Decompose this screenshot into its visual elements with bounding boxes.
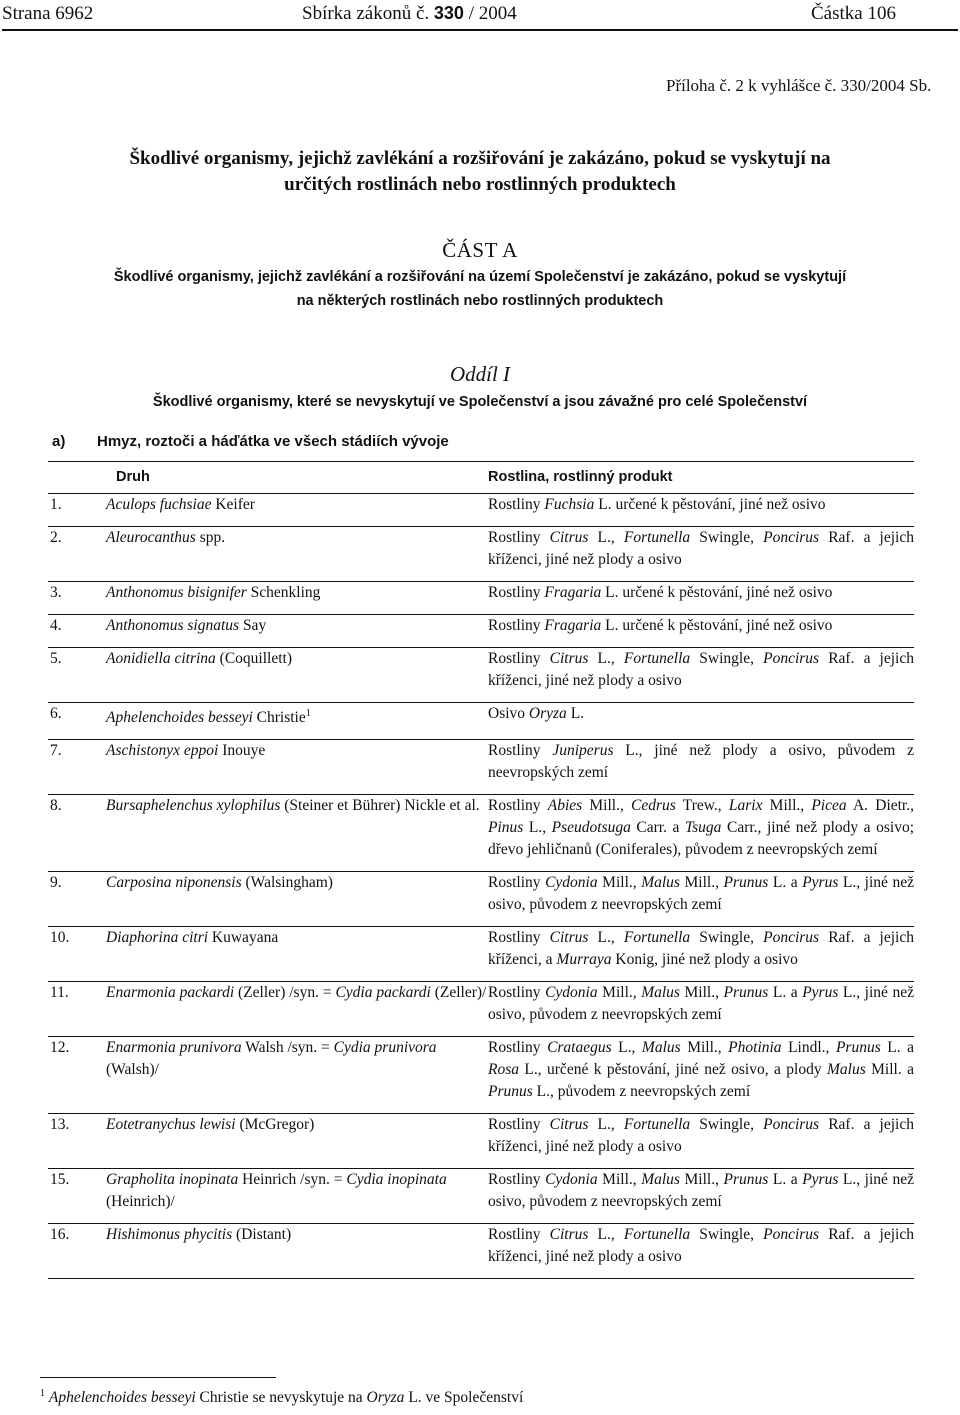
- row-number: 5.: [48, 648, 106, 703]
- footnote: [40, 1388, 523, 1407]
- text-run: Mill.,: [679, 874, 724, 892]
- taxon-name: Poncirus: [763, 1116, 820, 1134]
- text-run: Kuwayana: [208, 929, 279, 947]
- taxon-name: Aphelenchoides besseyi: [48, 1389, 196, 1407]
- taxon-name: Malus: [826, 1061, 866, 1079]
- pest-table: [48, 461, 914, 1279]
- table-row: [48, 872, 914, 927]
- text-run: Mill.,: [582, 797, 632, 815]
- main-title: [50, 146, 910, 198]
- text-run: Christie: [252, 709, 306, 727]
- taxon-name: Tsuga: [684, 819, 722, 837]
- row-number: 4.: [48, 615, 106, 648]
- text-run: Rostliny: [488, 797, 548, 815]
- taxon-name: Oryza: [366, 1389, 405, 1407]
- text-run: (Distant): [232, 1226, 292, 1244]
- text-run: Raf. a jejich kříženci, a: [488, 929, 914, 969]
- organism-cell: [106, 795, 488, 872]
- row-number: 11.: [48, 982, 106, 1037]
- row-number: 10.: [48, 927, 106, 982]
- host-cell: [488, 1114, 914, 1169]
- host-cell: [488, 494, 914, 527]
- table-row: [48, 648, 914, 703]
- host-cell: [488, 927, 914, 982]
- header-rule: [2, 29, 958, 31]
- text-run: L.,: [588, 650, 624, 667]
- text-run: Rostliny: [488, 984, 546, 1002]
- text-run: Mill.,: [679, 1171, 724, 1189]
- taxon-name: Citrus: [549, 1226, 589, 1244]
- taxon-name: Fortunella: [623, 1226, 691, 1244]
- taxon-name: Citrus: [549, 529, 589, 546]
- host-cell: [488, 1037, 914, 1114]
- text-run: L.,: [588, 929, 624, 947]
- taxon-name: Picea: [811, 797, 847, 815]
- table-row: [48, 703, 914, 740]
- text-run: Rostliny: [488, 496, 545, 513]
- taxon-name: Cydonia: [545, 874, 598, 892]
- table-header-row: [48, 462, 914, 494]
- part-subtitle-line-2: na některých rostlinách nebo rostlinných produktech: [296, 293, 664, 309]
- text-run: (Walsingham): [241, 874, 333, 892]
- text-run: Raf. a jejich kříženci, jiné než plody a osivo: [488, 1226, 914, 1266]
- taxon-name: Anthonomus bisignifer: [106, 584, 247, 601]
- text-run: L.: [566, 705, 585, 722]
- host-cell: [488, 740, 914, 795]
- host-cell: [488, 982, 914, 1037]
- taxon-name: Malus: [641, 874, 680, 892]
- taxon-name: Eotetranychus lewisi: [106, 1116, 236, 1134]
- organism-cell: [106, 494, 488, 527]
- host-cell: [488, 582, 914, 615]
- row-number: 7.: [48, 740, 106, 795]
- taxon-name: Malus: [641, 984, 680, 1002]
- organism-cell: [106, 1224, 488, 1279]
- row-number: 6.: [48, 703, 106, 740]
- taxon-name: Cydia inopinata: [346, 1171, 447, 1189]
- taxon-name: Aleurocanthus: [106, 529, 196, 546]
- organism-cell: [106, 703, 488, 740]
- text-run: Carr. a: [630, 819, 685, 837]
- text-run: L., původem z neevropských zemí: [532, 1083, 751, 1101]
- organism-cell: [106, 1114, 488, 1169]
- row-number: 13.: [48, 1114, 106, 1169]
- taxon-name: Anthonomus signatus: [106, 617, 240, 634]
- text-run: L.,: [523, 819, 552, 837]
- taxon-name: Cedrus: [631, 797, 676, 815]
- taxon-name: Fragaria: [544, 617, 602, 634]
- text-run: Raf. a jejich kříženci, jiné než plody a osivo: [488, 650, 914, 689]
- annex-reference: Příloha č. 2 k vyhlášce č. 330/2004 Sb.: [666, 76, 932, 95]
- text-run: spp.: [195, 529, 226, 546]
- taxon-name: Prunus: [835, 1039, 881, 1057]
- taxon-name: Citrus: [549, 1116, 589, 1134]
- text-run: Swingle,: [690, 929, 764, 947]
- taxon-name: Juniperus: [552, 742, 614, 760]
- issue-part: Částka 106: [811, 3, 896, 24]
- text-run: Mill.,: [597, 984, 642, 1002]
- part-title: ČÁST A: [442, 238, 518, 262]
- text-run: Rostliny: [488, 1171, 546, 1189]
- organism-cell: [106, 927, 488, 982]
- text-run: L. a: [768, 874, 803, 892]
- taxon-name: Poncirus: [763, 650, 820, 667]
- text-run: L., jiné než osivo, původem z neevropských zemí: [488, 1171, 914, 1211]
- text-run: Schenkling: [246, 584, 321, 601]
- text-run: Rostliny: [488, 874, 546, 892]
- text-run: Rostliny: [488, 1039, 548, 1057]
- text-run: Mill.,: [680, 1039, 729, 1057]
- organism-cell: [106, 1169, 488, 1224]
- table-row: [48, 795, 914, 872]
- text-run: L. a: [880, 1039, 914, 1057]
- taxon-name: Citrus: [549, 929, 589, 947]
- organism-cell: [106, 982, 488, 1037]
- text-run: L.,: [588, 1116, 624, 1134]
- taxon-name: Cydonia: [545, 1171, 598, 1189]
- row-number: 9.: [48, 872, 106, 927]
- collection-year: / 2004: [468, 3, 517, 24]
- text-run: Swingle,: [690, 529, 764, 546]
- text-run: Carr., jiné než plody a osivo; dřevo jehličnanů (Coniferales), původem z neevropských zemí: [488, 819, 914, 859]
- taxon-name: Diaphorina citri: [106, 929, 209, 947]
- text-run: Mill.,: [679, 984, 724, 1002]
- taxon-name: Cydonia: [545, 984, 598, 1002]
- main-title-line-2: určitých rostlinách nebo rostlinných produktech: [284, 174, 676, 195]
- taxon-name: Pyrus: [802, 874, 839, 892]
- taxon-name: Carposina niponensis: [106, 874, 242, 892]
- organism-cell: [106, 1037, 488, 1114]
- text-run: L. a: [768, 1171, 803, 1189]
- row-number: 15.: [48, 1169, 106, 1224]
- text-run: L., jiné než osivo, původem z neevropských zemí: [488, 874, 914, 914]
- text-run: Raf. a jejich kříženci, jiné než plody a osivo: [488, 1116, 914, 1156]
- taxon-name: Pyrus: [802, 984, 839, 1002]
- taxon-name: Poncirus: [763, 929, 820, 947]
- table-row: [48, 1169, 914, 1224]
- text-run: (Walsh)/: [106, 1061, 159, 1079]
- text-run: L., jiné než osivo, původem z neevropských zemí: [488, 984, 914, 1024]
- text-run: Mill.,: [597, 1171, 642, 1189]
- organism-cell: [106, 615, 488, 648]
- text-run: L., jiné než plody a osivo, původem z neevropských zemí: [488, 742, 915, 782]
- table-row: [48, 927, 914, 982]
- text-run: A. Dietr.,: [846, 797, 914, 815]
- table-row: [48, 582, 914, 615]
- text-run: (Zeller) /syn. =: [234, 984, 336, 1002]
- taxon-name: Fragaria: [544, 584, 602, 601]
- footnote-rule: [40, 1377, 276, 1378]
- taxon-name: Fortunella: [623, 650, 691, 667]
- part-subtitle-line-1: Škodlivé organismy, jejichž zavlékání a rozšiřování na území Společenství je zakázáno, pokud se vyskytují: [113, 269, 847, 285]
- taxon-name: Poncirus: [763, 529, 820, 546]
- text-run: Inouye: [218, 742, 266, 760]
- text-run: L. určené k pěstování, jiné než osivo: [601, 617, 833, 634]
- text-run: Swingle,: [690, 1116, 764, 1134]
- taxon-name: Prunus: [723, 874, 769, 892]
- row-number: 8.: [48, 795, 106, 872]
- host-cell: [488, 648, 914, 703]
- text-run: L., určené k pěstování, jiné než osivo, a plody: [519, 1061, 827, 1079]
- table-row: [48, 494, 914, 527]
- table-row: [48, 1224, 914, 1279]
- table-row: [48, 1114, 914, 1169]
- text-run: Konig, jiné než plody a osivo: [611, 951, 798, 969]
- host-cell: [488, 527, 914, 582]
- taxon-name: Grapholita inopinata: [106, 1171, 239, 1189]
- text-run: Rostliny: [488, 1116, 550, 1134]
- taxon-name: Pyrus: [802, 1171, 839, 1189]
- taxon-name: Cydia prunivora: [333, 1039, 437, 1057]
- collection-prefix: Sbírka zákonů č.: [302, 3, 430, 24]
- taxon-name: Aschistonyx eppoi: [106, 742, 219, 760]
- text-run: Heinrich /syn. =: [238, 1171, 347, 1189]
- text-run: Rostliny: [488, 650, 550, 667]
- host-cell: [488, 615, 914, 648]
- section-title: Oddíl I: [449, 362, 511, 386]
- table-row: [48, 740, 914, 795]
- text-run: Rostliny: [488, 929, 550, 947]
- taxon-name: Fortunella: [623, 529, 691, 546]
- row-number: 12.: [48, 1037, 106, 1114]
- text-run: Osivo: [488, 705, 529, 722]
- text-run: L. ve Společenství: [404, 1389, 524, 1407]
- taxon-name: Hishimonus phycitis: [106, 1226, 233, 1244]
- row-number: 2.: [48, 527, 106, 582]
- taxon-name: Prunus: [723, 984, 769, 1002]
- text-run: Raf. a jejich kříženci, jiné než plody a osivo: [488, 529, 914, 568]
- text-run: L. určené k pěstování, jiné než osivo: [594, 496, 826, 513]
- row-number: 16.: [48, 1224, 106, 1279]
- text-run: Mill.,: [597, 874, 642, 892]
- taxon-name: Bursaphelenchus xylophilus: [106, 797, 281, 815]
- text-run: Lindl.,: [781, 1039, 836, 1057]
- taxon-name: Aonidiella citrina: [106, 650, 216, 667]
- organism-cell: [106, 582, 488, 615]
- host-cell: [488, 872, 914, 927]
- footnote-marker: 1: [305, 708, 311, 719]
- taxon-name: Poncirus: [763, 1226, 820, 1244]
- taxon-name: Cydia packardi: [335, 984, 431, 1002]
- text-run: Christie se nevyskytuje na: [195, 1389, 367, 1407]
- taxon-name: Enarmonia prunivora: [106, 1039, 242, 1057]
- organism-cell: [106, 872, 488, 927]
- section-subtitle: Škodlivé organismy, které se nevyskytují ve Společenství a jsou závažné pro celé Společenství: [152, 394, 808, 410]
- host-cell: [488, 795, 914, 872]
- group-title: Hmyz, roztoči a háďátka ve všech stádiích vývoje: [97, 433, 449, 450]
- main-title-line-1: Škodlivé organismy, jejichž zavlékání a rozšiřování je zakázáno, pokud se vyskytují na: [129, 148, 831, 169]
- taxon-name: Fuchsia: [544, 496, 595, 513]
- taxon-name: Photinia: [728, 1039, 782, 1057]
- text-run: L. a: [768, 984, 803, 1002]
- taxon-name: Aphelenchoides besseyi: [106, 709, 253, 727]
- header-organism: Druh: [106, 462, 488, 494]
- header-host: Rostlina, rostlinný produkt: [488, 462, 914, 494]
- text-run: L. určené k pěstování, jiné než osivo: [601, 584, 833, 601]
- taxon-name: Oryza: [528, 705, 567, 722]
- row-number: 3.: [48, 582, 106, 615]
- text-run: Walsh /syn. =: [241, 1039, 334, 1057]
- table-row: [48, 1037, 914, 1114]
- page-number: Strana 6962: [2, 3, 94, 24]
- taxon-name: Pseudotsuga: [551, 819, 631, 837]
- part-subtitle: [40, 265, 920, 313]
- text-run: (Steiner et Bührer) Nickle et al.: [280, 797, 480, 815]
- table-row: [48, 982, 914, 1037]
- taxon-name: Crataegus: [547, 1039, 612, 1057]
- taxon-name: Rosa: [488, 1061, 519, 1079]
- row-number: 1.: [48, 494, 106, 527]
- taxon-name: Pinus: [488, 819, 524, 837]
- taxon-name: Prunus: [723, 1171, 769, 1189]
- text-run: (McGregor): [235, 1116, 315, 1134]
- text-run: Rostliny: [488, 1226, 550, 1244]
- taxon-name: Malus: [641, 1171, 680, 1189]
- text-run: Rostliny: [488, 584, 545, 601]
- text-run: Swingle,: [690, 650, 764, 667]
- organism-cell: [106, 648, 488, 703]
- taxon-name: Larix: [728, 797, 763, 815]
- text-run: L.,: [588, 529, 624, 546]
- group-letter: a): [52, 433, 66, 450]
- collection-reference: [302, 3, 517, 25]
- host-cell: [488, 1169, 914, 1224]
- text-run: Rostliny: [488, 529, 550, 546]
- text-run: Rostliny: [488, 617, 545, 634]
- pest-table-body: [48, 494, 914, 1279]
- text-run: Mill. a: [865, 1061, 914, 1079]
- header-number: [48, 462, 106, 494]
- organism-cell: [106, 740, 488, 795]
- taxon-name: Prunus: [488, 1083, 533, 1101]
- text-run: Say: [239, 617, 267, 634]
- taxon-name: Murraya: [556, 951, 612, 969]
- text-run: (Zeller)/: [430, 984, 487, 1002]
- footnote-number: 1: [40, 1388, 45, 1399]
- text-run: Swingle,: [690, 1226, 764, 1244]
- text-run: Rostliny: [488, 742, 553, 760]
- taxon-name: Abies: [547, 797, 583, 815]
- text-run: Trew.,: [675, 797, 729, 815]
- host-cell: [488, 1224, 914, 1279]
- text-run: L.,: [611, 1039, 642, 1057]
- taxon-name: Fortunella: [623, 929, 691, 947]
- taxon-name: Malus: [641, 1039, 681, 1057]
- text-run: (Coquillett): [215, 650, 292, 667]
- text-run: Mill.,: [762, 797, 812, 815]
- taxon-name: Aculops fuchsiae: [106, 496, 212, 513]
- taxon-name: Citrus: [549, 650, 589, 667]
- taxon-name: Enarmonia packardi: [106, 984, 235, 1002]
- organism-cell: [106, 527, 488, 582]
- taxon-name: Fortunella: [623, 1116, 691, 1134]
- text-run: Keifer: [211, 496, 255, 513]
- text-run: (Heinrich)/: [106, 1193, 175, 1211]
- host-cell: [488, 703, 914, 740]
- table-row: [48, 527, 914, 582]
- text-run: L.,: [588, 1226, 624, 1244]
- table-row: [48, 615, 914, 648]
- collection-number: 330: [433, 3, 464, 23]
